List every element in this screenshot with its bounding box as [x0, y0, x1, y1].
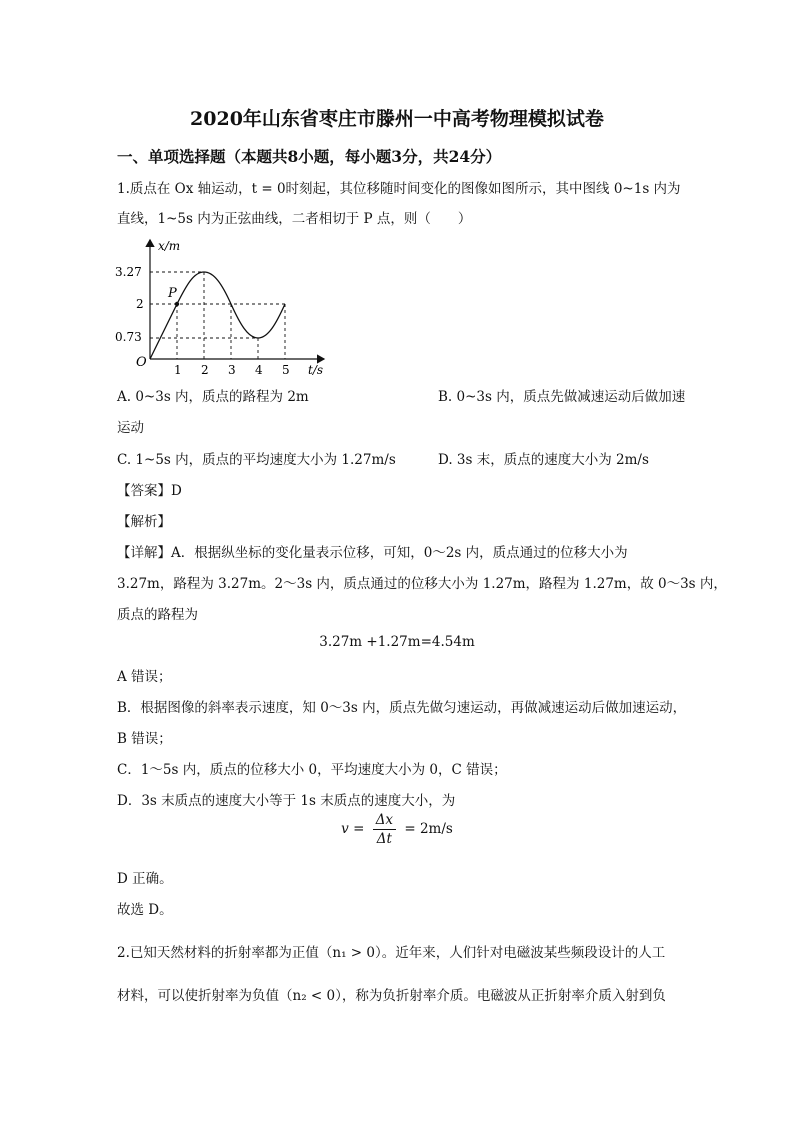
q1-explain-d: D．3s 末质点的速度大小等于 1s 末质点的速度大小，为 — [117, 793, 456, 809]
q1-d-correct: D 正确。 — [117, 871, 173, 887]
q1-option-a: A. 0~3s 内，质点的路程为 2m — [117, 389, 309, 405]
x-tick-label: 3 — [228, 363, 236, 377]
q1-detail-line2: 3.27m，路程为 3.27m。2～3s 内，质点通过的位移大小为 1.27m，路程为 1.27m，故 0～3s 内， — [117, 576, 727, 592]
formula-lhs: v = — [341, 821, 365, 837]
q2-line1: 2.已知天然材料的折射率都为正值（n₁ > 0）。近年来，人们针对电磁波某些频段设计的人工 — [117, 945, 666, 961]
x-tick-label: 5 — [282, 363, 290, 377]
y-tick-label: 0.73 — [115, 330, 142, 344]
q1-option-d: D. 3s 末，质点的速度大小为 2m/s — [438, 452, 649, 468]
x-axis-label: t/s — [308, 363, 324, 377]
formula-fraction — [373, 812, 396, 847]
q2-line2: 材料，可以使折射率为负值（n₂ < 0），称为负折射率介质。电磁波从正折射率介质入射到负 — [117, 988, 666, 1004]
formula-denominator: Δt — [376, 831, 392, 847]
q1-choose: 故选 D。 — [117, 902, 173, 918]
q1-answer: 【答案】D — [117, 483, 182, 499]
q1-b-wrong: B 错误； — [117, 731, 172, 747]
q1-detail-line3: 质点的路程为 — [117, 607, 198, 623]
y-tick-label: 3.27 — [115, 265, 142, 279]
x-tick-label: 2 — [201, 363, 209, 377]
q1-option-b-wrap: 运动 — [117, 420, 144, 436]
q1-option-b: B. 0~3s 内，质点先做减速运动后做加速 — [438, 389, 686, 405]
q1-explain-b: B．根据图像的斜率表示速度，知 0～3s 内，质点先做匀速运动，再做减速运动后做加速运动， — [117, 700, 687, 716]
q1-a-wrong: A 错误； — [117, 669, 172, 685]
q1-stem-line2: 直线，1~5s 内为正弦曲线，二者相切于 P 点，则（ ） — [117, 211, 472, 227]
origin-label: O — [136, 355, 147, 370]
q1-formula-velocity — [0, 812, 794, 847]
q1-option-c: C. 1~5s 内，质点的平均速度大小为 1.27m/s — [117, 452, 396, 468]
page-title: 2020年山东省枣庄市滕州一中高考物理模拟试卷 — [190, 108, 604, 130]
q1-stem-line1: 1.质点在 Ox 轴运动，t = 0时刻起，其位移随时间变化的图像如图所示，其中图线 0~1s 内为 — [117, 181, 681, 197]
formula-rhs: = 2m/s — [404, 821, 453, 837]
y-axis-label: x/m — [158, 239, 181, 253]
q1-detail-line1: 【详解】A．根据纵坐标的变化量表示位移，可知，0～2s 内，质点通过的位移大小为 — [117, 545, 628, 561]
x-tick-label: 1 — [174, 363, 182, 377]
q1-analysis-tag: 【解析】 — [117, 514, 171, 530]
point-p-label: P — [168, 286, 177, 301]
point-p-marker — [175, 302, 179, 306]
y-tick-label: 2 — [136, 297, 144, 311]
q1-explain-c: C．1～5s 内，质点的位移大小 0，平均速度大小为 0，C 错误； — [117, 762, 507, 778]
section-heading: 一、单项选择题（本题共8小题，每小题3分，共24分） — [117, 147, 502, 166]
q1-formula-distance: 3.27m +1.27m=4.54m — [319, 634, 475, 650]
q1-displacement-graph — [112, 234, 332, 380]
x-tick-label: 4 — [255, 363, 263, 377]
formula-numerator: Δx — [373, 812, 396, 830]
